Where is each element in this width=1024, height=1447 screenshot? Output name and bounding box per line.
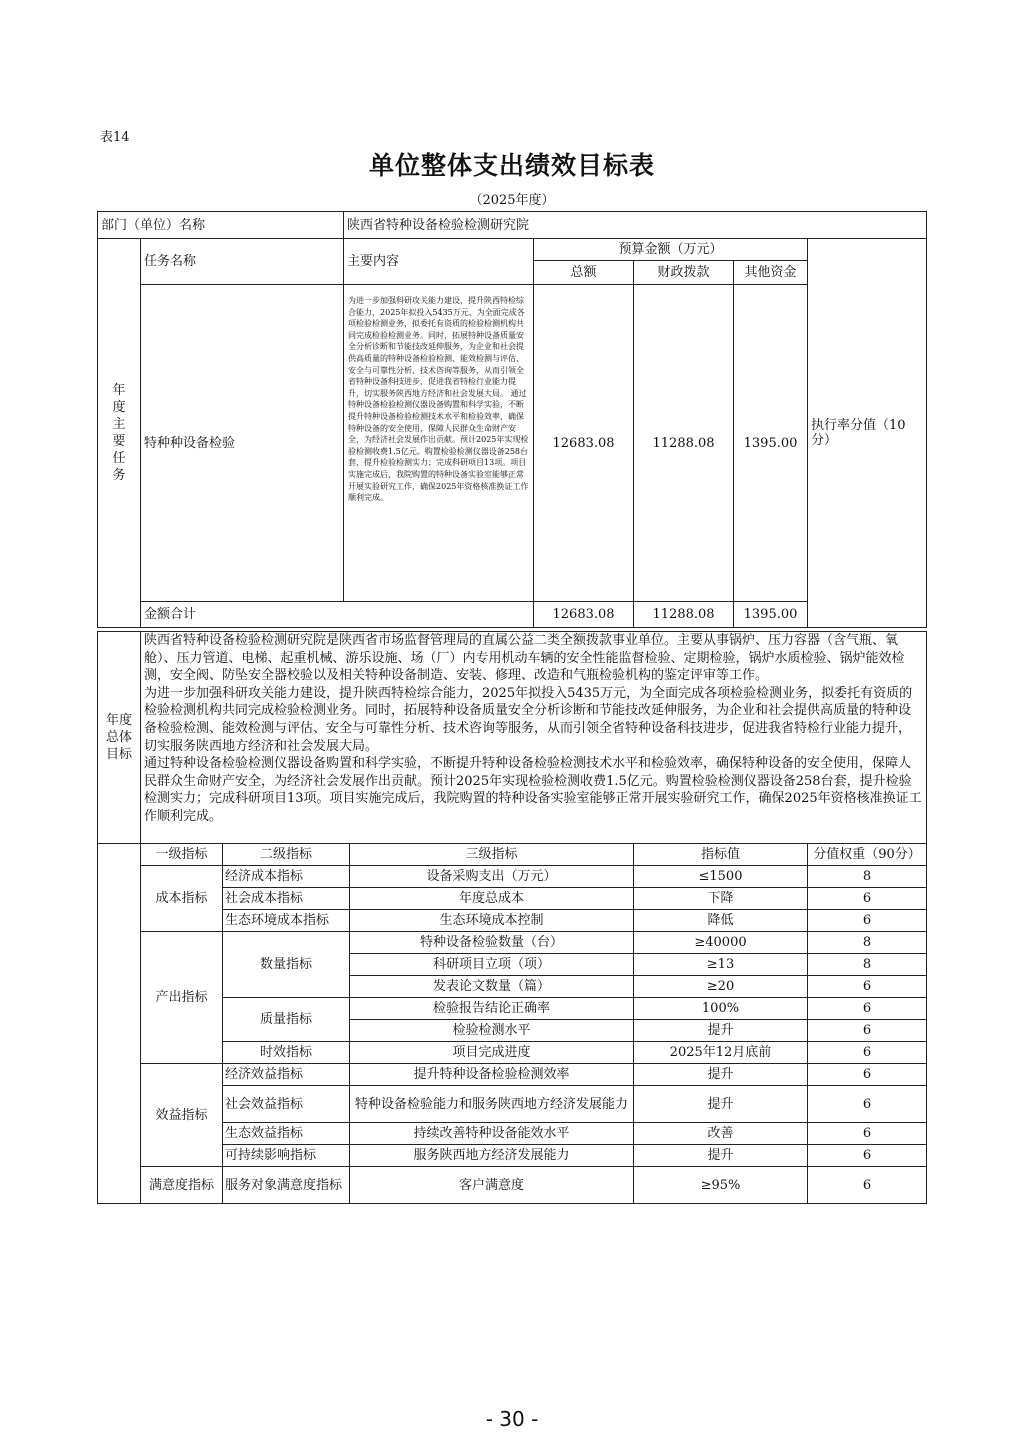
task-fiscal: 11288.08 bbox=[634, 285, 734, 602]
table-row-l3: 持续改善特种设备能效水平 bbox=[350, 1123, 634, 1145]
table-row-weight: 6 bbox=[808, 1086, 927, 1123]
table-row-l3: 客户满意度 bbox=[350, 1167, 634, 1204]
benefit-indicator-label: 效益指标 bbox=[141, 1064, 223, 1167]
table-row-weight: 6 bbox=[808, 1145, 927, 1167]
header-weight: 分值权重（90分） bbox=[808, 844, 927, 866]
table-row-weight: 6 bbox=[808, 1167, 927, 1204]
dept-value: 陕西省特种设备检验检测研究院 bbox=[344, 212, 927, 239]
table-row-l2: 社会成本指标 bbox=[223, 888, 350, 910]
sum-other: 1395.00 bbox=[734, 602, 808, 628]
header-level3: 三级指标 bbox=[350, 844, 634, 866]
year-label: （2025年度） bbox=[469, 193, 555, 208]
overall-goal-text bbox=[141, 632, 927, 844]
goal-paragraph-3: 通过特种设备检验检测仪器设备购置和科学实验，不断提升特种设备检验检测技术水平和检验效率，确保特种设备的安全使用，保障人民群众生命财产安全，为经济社会发展作出贡献。预计2025年实现检验检测收费1.5亿元。购置检验检测仪器设备258台套，提升检验检测实力；完成科研项目13项。项目实施完成后，我院购置的特种设备实验室能够正常开展实验研究工作，确保2025年资格核准换证工作顺利完成。 bbox=[144, 756, 922, 824]
table-row-l3: 科研项目立项（项） bbox=[350, 954, 634, 976]
table-row-value: ≥95% bbox=[634, 1167, 808, 1204]
task-total: 12683.08 bbox=[534, 285, 634, 602]
table-row-l2: 经济成本指标 bbox=[223, 866, 350, 888]
dept-label: 部门（单位）名称 bbox=[98, 212, 344, 239]
indicator-blank-col bbox=[98, 844, 141, 1204]
sum-total: 12683.08 bbox=[534, 602, 634, 628]
satisfaction-indicator-label: 满意度指标 bbox=[141, 1167, 223, 1204]
table-row-value: ≤1500 bbox=[634, 866, 808, 888]
table-row-l3: 检验检测水平 bbox=[350, 1020, 634, 1042]
header-level2: 二级指标 bbox=[223, 844, 350, 866]
goal-paragraph-2: 为进一步加强科研攻关能力建设，提升陕西特检综合能力，2025年拟投入5435万元，为全面完成各项检验检测业务，拟委托有资质的检验检测机构共同完成检验检测业务。同时，拓展特种设备质量安全分析诊断和节能技改延伸服务，为企业和社会提供高质量的特种设备检验检测、能效检测与评估、安全与可靠性分析、技术咨询等服务，从而引领全省特种设备科技进步，促进我省特检行业能力提升，切实服务陕西地方经济和社会发展大局。 bbox=[144, 685, 913, 754]
col-task-name: 任务名称 bbox=[141, 239, 344, 285]
table-row-value: ≥13 bbox=[634, 954, 808, 976]
col-main-content: 主要内容 bbox=[344, 239, 534, 285]
table-row-weight: 8 bbox=[808, 954, 927, 976]
table-row-value: 提升 bbox=[634, 1145, 808, 1167]
table-number: 表14 bbox=[100, 130, 130, 145]
score-note: 执行率分值（10分） bbox=[808, 239, 927, 628]
table-row-l3: 提升特种设备检验检测效率 bbox=[350, 1064, 634, 1086]
header-value: 指标值 bbox=[634, 844, 808, 866]
table-row-value: 下降 bbox=[634, 888, 808, 910]
page-number: - 30 - bbox=[485, 1407, 539, 1431]
table-row-value: 提升 bbox=[634, 1020, 808, 1042]
table-row-value: 降低 bbox=[634, 910, 808, 932]
col-budget: 预算金额（万元） bbox=[534, 239, 808, 261]
table-row-weight: 6 bbox=[808, 998, 927, 1020]
sum-label: 金额合计 bbox=[141, 602, 534, 628]
table-row-l2: 经济效益指标 bbox=[223, 1064, 350, 1086]
table-row-weight: 6 bbox=[808, 1064, 927, 1086]
table-row-l3: 特种设备检验能力和服务陕西地方经济发展能力 bbox=[350, 1086, 634, 1123]
table-row-l3: 检验报告结论正确率 bbox=[350, 998, 634, 1020]
goal-table bbox=[97, 631, 927, 844]
header-level1: 一级指标 bbox=[141, 844, 223, 866]
cost-indicator-label: 成本指标 bbox=[141, 866, 223, 932]
table-row-l2: 生态环境成本指标 bbox=[223, 910, 350, 932]
table-row-l3: 生态环境成本控制 bbox=[350, 910, 634, 932]
table-row-weight: 6 bbox=[808, 1042, 927, 1064]
table-row-weight: 6 bbox=[808, 910, 927, 932]
col-fiscal: 财政拨款 bbox=[634, 261, 734, 285]
table-row-l3: 服务陕西地方经济发展能力 bbox=[350, 1145, 634, 1167]
table-row-l3: 项目完成进度 bbox=[350, 1042, 634, 1064]
table-row-value: 100% bbox=[634, 998, 808, 1020]
quantity-indicator-label: 数量指标 bbox=[223, 932, 350, 998]
task-other: 1395.00 bbox=[734, 285, 808, 602]
table-row-value: 提升 bbox=[634, 1086, 808, 1123]
table-row-l2: 可持续影响指标 bbox=[223, 1145, 350, 1167]
table-row-weight: 8 bbox=[808, 932, 927, 954]
table-row-l3: 年度总成本 bbox=[350, 888, 634, 910]
overall-goal-label-text: 年度总体目标 bbox=[105, 713, 132, 762]
annual-tasks-label-text: 年度主要任务 bbox=[112, 383, 126, 483]
table-row-value: ≥20 bbox=[634, 976, 808, 998]
timeliness-indicator-label: 时效指标 bbox=[223, 1042, 350, 1064]
table-row-l2: 生态效益指标 bbox=[223, 1123, 350, 1145]
sum-fiscal: 11288.08 bbox=[634, 602, 734, 628]
table-row-l3: 特种设备检验数量（台） bbox=[350, 932, 634, 954]
table-row-value: 2025年12月底前 bbox=[634, 1042, 808, 1064]
page-title: 单位整体支出绩效目标表 bbox=[368, 151, 655, 180]
col-other: 其他资金 bbox=[734, 261, 808, 285]
table-row-weight: 6 bbox=[808, 976, 927, 998]
table-row-l3: 设备采购支出（万元） bbox=[350, 866, 634, 888]
table-row-weight: 6 bbox=[808, 1020, 927, 1042]
overall-goal-label bbox=[98, 632, 141, 844]
col-total: 总额 bbox=[534, 261, 634, 285]
table-row-weight: 6 bbox=[808, 1123, 927, 1145]
goal-paragraph-1: 陕西省特种设备检验检测研究院是陕西省市场监督管理局的直属公益二类全额拨款事业单位。主要从事锅炉、压力容器（含气瓶、氧舱）、压力管道、电梯、起重机械、游乐设施、场（厂）内专用机动车辆的安全性能监督检验、定期检验，锅炉水质检验、锅炉能效检测，安全阀、防坠安全器校验以及相关特种设备制造、安装、修理、改造和气瓶检验机构的鉴定评审等工作。 bbox=[144, 633, 905, 684]
table-row-weight: 6 bbox=[808, 888, 927, 910]
table-row-l3: 发表论文数量（篇） bbox=[350, 976, 634, 998]
task-content: 为进一步加强科研攻关能力建设，提升陕西特检综合能力，2025年拟投入5435万元，为全面完成各项检验检测业务，拟委托有资质的检验检测机构共同完成检验检测业务。同时，拓展特种设备质量安全分析诊断和节能技改延伸服务，为企业和社会提供高质量的特种设备检验检测、能效检测与评估、安全与可靠性分析、技术咨询等服务，从而引领全省特种设备科技进步，促进我省特检行业能力提升，切实服务陕西地方经济和社会发展大局。 通过特种设备检验检测仪器设备购置和科学实验，不断提升特种设备检验检测技术水平和检验效率，确保特种设备的安全使用，保障人民群众生命财产安全，为经济社会发展作出贡献。预计2025年实现检验检测收费1.5亿元。购置检验检测仪器设备258台套，提升检验检测实力；完成科研项目13项。项目实施完成后，我院购置的特种设备实验室能够正常开展实验研究工作，确保2025年资格核准换证工作顺利完成。 bbox=[344, 285, 534, 602]
indicators-table bbox=[97, 843, 927, 1204]
table-row-l2: 社会效益指标 bbox=[223, 1086, 350, 1123]
output-indicator-label: 产出指标 bbox=[141, 932, 223, 1064]
annual-tasks-label bbox=[98, 239, 141, 628]
tasks-table bbox=[97, 211, 927, 628]
table-row-l2: 服务对象满意度指标 bbox=[223, 1167, 350, 1204]
table-row-value: 提升 bbox=[634, 1064, 808, 1086]
quality-indicator-label: 质量指标 bbox=[223, 998, 350, 1042]
task-name: 特种种设备检验 bbox=[141, 285, 344, 602]
table-row-value: 改善 bbox=[634, 1123, 808, 1145]
table-row-weight: 8 bbox=[808, 866, 927, 888]
table-row-value: ≥40000 bbox=[634, 932, 808, 954]
